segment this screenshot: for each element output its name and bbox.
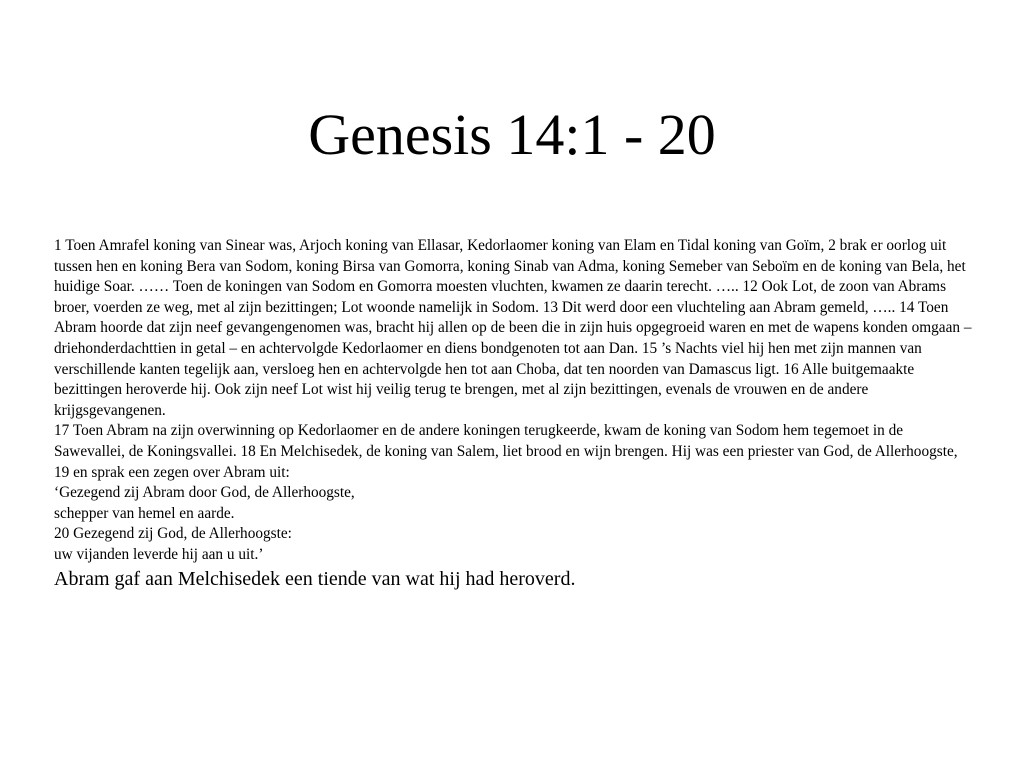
closing-line: Abram gaf aan Melchisedek een tiende van wat hij had heroverd. <box>54 567 576 590</box>
body-line-blessing-2: schepper van hemel en aarde. <box>54 504 235 522</box>
body-paragraph-1: 1 Toen Amrafel koning van Sinear was, Arjoch koning van Ellasar, Kedorlaomer koning van Elam en Tidal koning van Goïm, 2 brak er oorlog uit tussen hen en koning Bera van Sodom, koning Birsa van Gomorra, koning Sinab van Adma, koning Semeber van Seboïm en de koning van Bela, het huidige Soar. …… Toen de koningen van Sodom en Gomorra moesten vluchten, kwamen ze daarin terecht. ….. 12 Ook Lot, de zoon van Abrams broer, voerden ze weg, met al zijn bezittingen; Lot woonde namelijk in Sodom. 13 Dit werd door een vluchteling aan Abram gemeld, ….. 14 Toen Abram hoorde dat zijn neef gevangengenomen was, bracht hij allen op de been die in zijn huis opgegroeid waren en met de wapens konden omgaan – driehonderdachttien in getal – en achtervolgde Kedorlaomer en diens bondgenoten tot aan Dan. 15 ’s Nachts viel hij hen met zijn mannen van verschillende kanten tegelijk aan, versloeg hen en achtervolgde hen tot aan Choba, dat ten noorden van Damascus ligt. 16 Alle buitgemaakte bezittingen heroverde hij. Ook zijn neef Lot wist hij veilig terug te brengen, met al zijn bezittingen, evenals de vrouwen en de andere krijgsgevangenen. <box>54 237 972 419</box>
body-paragraph-2: 17 Toen Abram na zijn overwinning op Kedorlaomer en de andere koningen terugkeerde, kwam de koning van Sodom hem tegemoet in de Sawevallei, de Koningsvallei. 18 En Melchisedek, de koning van Salem, liet brood en wijn brengen. Hij was een priester van God, de Allerhoogste, 19 en sprak een zegen over Abram uit: <box>54 422 958 481</box>
body-line-blessing-4: uw vijanden leverde hij aan u uit.’ <box>54 545 264 563</box>
body-line-blessing-1: ‘Gezegend zij Abram door God, de Allerhoogste, <box>54 484 355 502</box>
slide-title: Genesis 14:1 - 20 <box>308 102 716 167</box>
slide-body <box>54 236 974 592</box>
body-line-blessing-3: 20 Gezegend zij God, de Allerhoogste: <box>54 525 292 543</box>
